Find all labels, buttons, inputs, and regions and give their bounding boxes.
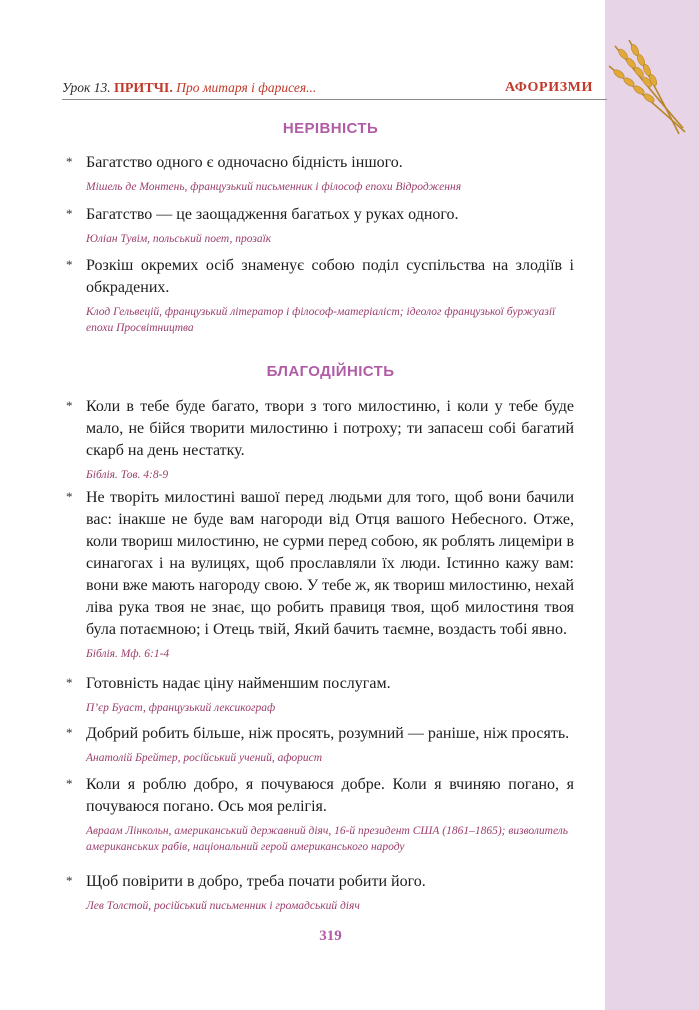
quote-author: Юліан Тувім, польський поет, прозаїк xyxy=(86,233,272,245)
list-item xyxy=(66,255,574,336)
quote-author: Біблія. Мф. 6:1-4 xyxy=(86,648,170,660)
side-strip xyxy=(605,0,699,1010)
bullet-icon: * xyxy=(66,257,73,272)
header-left xyxy=(62,80,316,97)
list-item xyxy=(66,152,574,195)
list-item xyxy=(66,204,574,247)
wheat-icon xyxy=(605,36,689,136)
bullet-icon: * xyxy=(66,154,73,169)
page-number: 319 xyxy=(319,928,342,944)
quote-text: Багатство — це заощадження багатьох у руках одного. xyxy=(86,206,459,223)
quote-text: Не творіть милостині вашої перед людьми для того, щоб вони бачили вас: інакше не буде вам нагороди від Отця вашого Небесного. Отже, коли твориш милостиню, не сурми перед собою, як роблять лицеміри в синагогах і на вулицях, щоб прославляли їх люди. Істинно кажу вам: вони вже мають нагороду свою. У тебе ж, як твориш милостиню, нехай ліва рука твоя не знає, що робить правиця твоя, щоб милостиня твоя була потаємною; і Отець твій, Який бачить таємне, воздасть тобі явно. xyxy=(86,489,574,638)
quote-author: Мішель де Монтень, французький письменник і філософ епохи Відродження xyxy=(86,181,462,193)
bullet-icon: * xyxy=(66,398,73,413)
bullet-icon: * xyxy=(66,675,73,690)
quote-text: Багатство одного є одночасно бідність іншого. xyxy=(86,154,403,171)
quote-text: Коли в тебе буде багато, твори з того милостиню, і коли у тебе буде мало, не бійся творити милостиню і потроху; ти запасеш собі багатий скарб на день нестатку. xyxy=(86,398,574,459)
list-item xyxy=(66,673,574,716)
bullet-icon: * xyxy=(66,725,73,740)
list-item xyxy=(66,487,574,662)
story-label: Про митаря і фарисея... xyxy=(176,80,317,95)
section-title-inequality: НЕРІВНІСТЬ xyxy=(282,120,379,137)
section-title-charity: БЛАГОДІЙНІСТЬ xyxy=(266,363,395,380)
bullet-icon: * xyxy=(66,489,73,504)
quote-text: Щоб повірити в добро, треба почати робити його. xyxy=(86,873,426,890)
list-item xyxy=(66,871,574,914)
quote-author: Лев Толстой, російський письменник і громадський діяч xyxy=(86,900,360,912)
section-label: АФОРИЗМИ xyxy=(504,80,593,95)
page-header xyxy=(62,80,599,100)
list-item xyxy=(66,396,574,483)
bullet-icon: * xyxy=(66,206,73,221)
quote-author: Біблія. Тов. 4:8-9 xyxy=(86,469,169,481)
bullet-icon: * xyxy=(66,776,73,791)
quote-author: Клод Гельвецій, французький літератор і філософ-матеріаліст; ідеолог французької буржуазії епохи Просвітництва xyxy=(86,306,556,334)
quote-author: Авраам Лінкольн, американський державний діяч, 16-й президент США (1861–1865); визволитель американських рабів, національний герой американського народу xyxy=(86,825,569,853)
list-item xyxy=(66,774,574,855)
quote-text: Коли я роблю добро, я почуваюся добре. Коли я вчиняю погано, я почуваюся погано. Ось моя релігія. xyxy=(86,776,574,815)
lesson-label: Урок 13. xyxy=(62,80,111,95)
topic-label: ПРИТЧІ. xyxy=(113,81,173,96)
quote-text: Готовність надає ціну найменшим послугам. xyxy=(86,675,391,692)
quote-author: Анатолій Брейтер, російський учений, афорист xyxy=(86,752,323,764)
quote-author: П’єр Буаст, французький лексикограф xyxy=(86,702,276,714)
quote-text: Добрий робить більше, ніж просять, розумний — раніше, ніж просять. xyxy=(86,725,570,742)
bullet-icon: * xyxy=(66,873,73,888)
list-item xyxy=(66,723,574,766)
quote-text: Розкіш окремих осіб знаменує собою поділ суспільства на злодіїв і обкрадених. xyxy=(86,257,574,296)
header-divider xyxy=(62,99,607,100)
